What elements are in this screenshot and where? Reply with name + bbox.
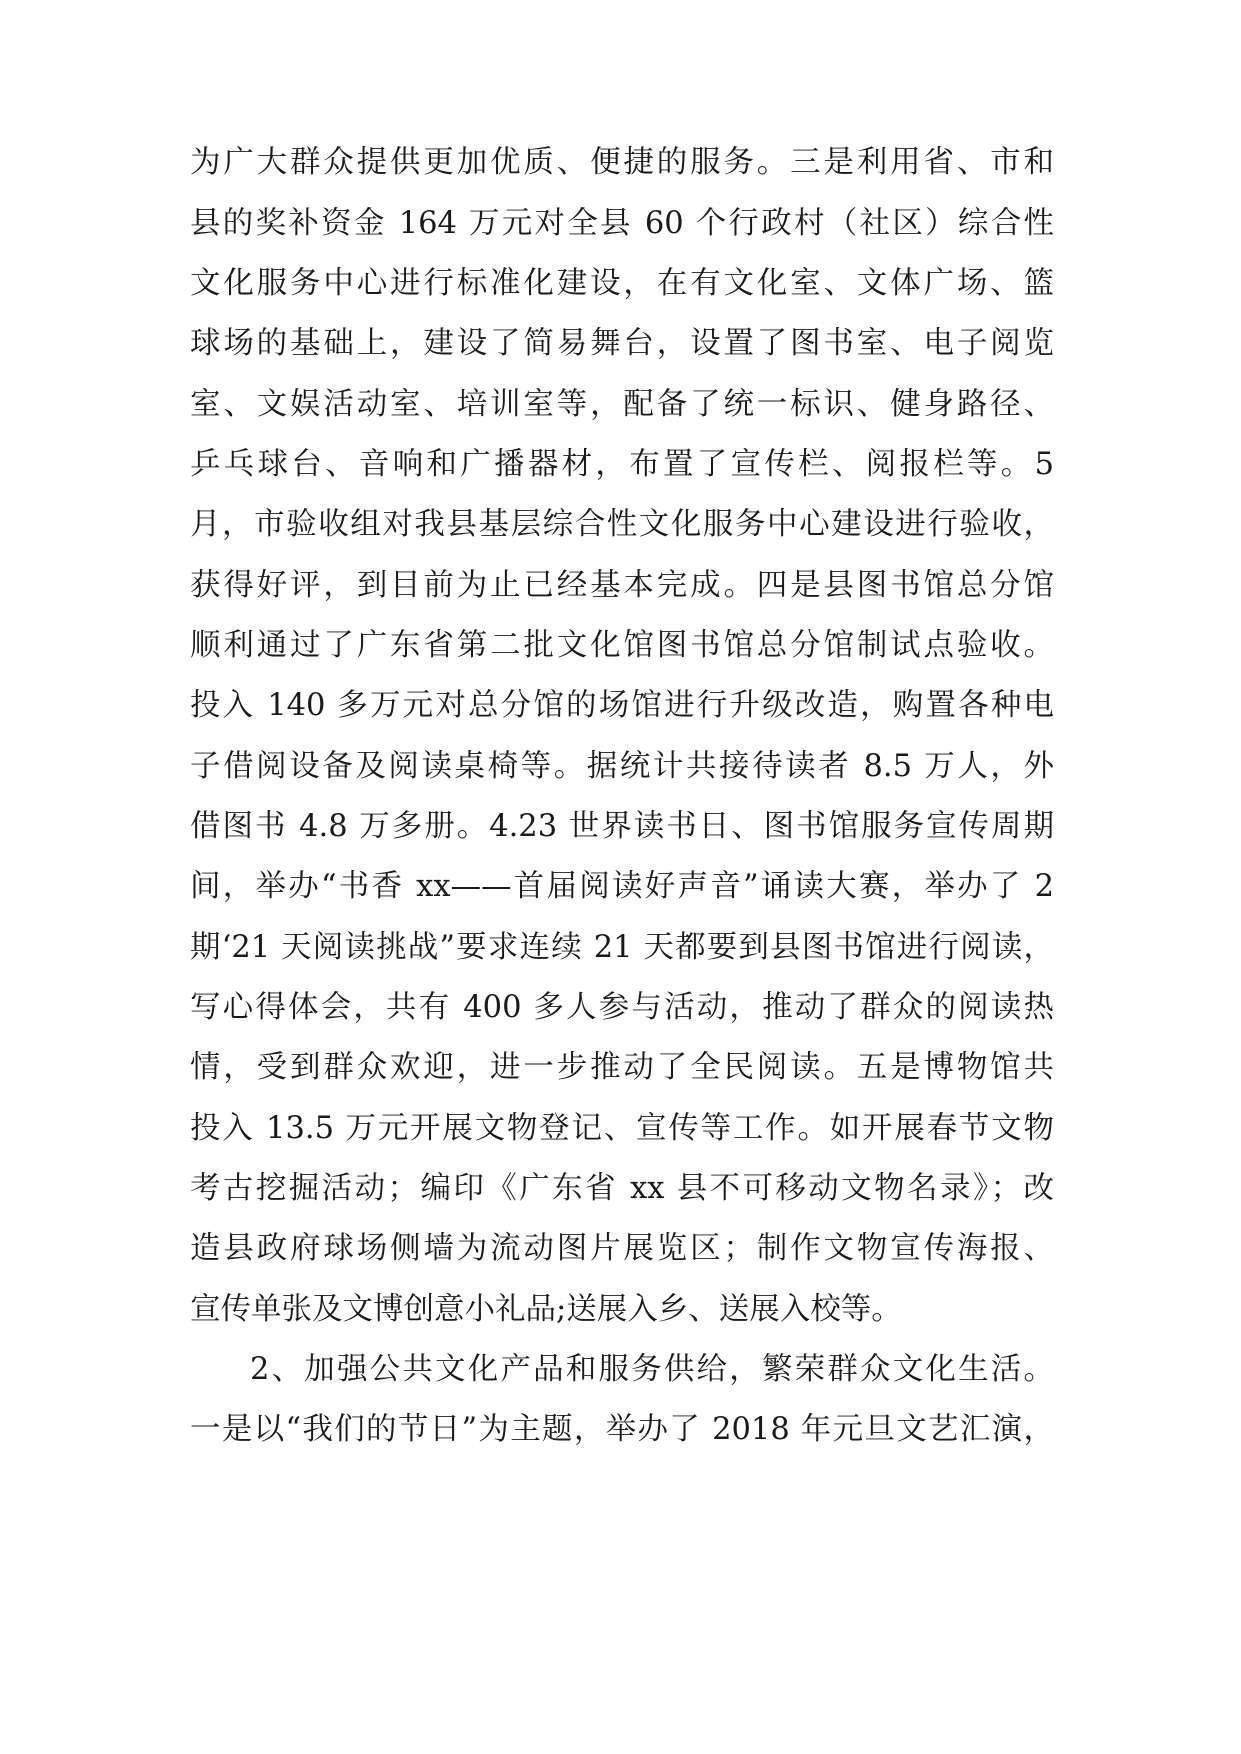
text-line: 子借阅设备及阅读桌椅等。据统计共接待读者 8.5 万人，外	[190, 749, 1054, 784]
text-line: 乒乓球台、音响和广播器材，布置了宣传栏、阅报栏等。5	[190, 447, 1054, 482]
paragraph-first-line: 2、加强公共文化产品和服务供给，繁荣群众文化生活。	[250, 1352, 1054, 1387]
text-line: 投入 140 多万元对总分馆的场馆进行升级改造，购置各种电	[190, 688, 1054, 723]
text-line: 一是以“我们的节日”为主题，举办了 2018 年元旦文艺汇演，	[190, 1412, 1054, 1447]
text-line: 宣传单张及文博创意小礼品;送展入乡、送展入校等。	[190, 1292, 902, 1327]
text-line: 借图书 4.8 万多册。4.23 世界读书日、图书馆服务宣传周期	[190, 809, 1054, 844]
text-line: 间，举办“书香 xx——首届阅读好声音”诵读大赛，举办了 2	[190, 869, 1054, 904]
text-line: 情，受到群众欢迎，进一步推动了全民阅读。五是博物馆共	[190, 1050, 1054, 1085]
text-line: 县的奖补资金 164 万元对全县 60 个行政村（社区）综合性	[190, 206, 1054, 241]
text-line: 投入 13.5 万元开展文物登记、宣传等工作。如开展春节文物	[190, 1111, 1054, 1146]
text-line: 造县政府球场侧墙为流动图片展览区；制作文物宣传海报、	[190, 1231, 1054, 1266]
text-line: 球场的基础上，建设了简易舞台，设置了图书室、电子阅览	[190, 326, 1054, 361]
text-line: 为广大群众提供更加优质、便捷的服务。三是利用省、市和	[190, 145, 1054, 180]
text-line: 期‘21 天阅读挑战”要求连续 21 天都要到县图书馆进行阅读，	[190, 930, 1054, 965]
text-line: 月，市验收组对我县基层综合性文化服务中心建设进行验收，	[190, 507, 1054, 542]
text-line: 写心得体会，共有 400 多人参与活动，推动了群众的阅读热	[190, 990, 1054, 1025]
text-line: 顺利通过了广东省第二批文化馆图书馆总分馆制试点验收。	[190, 628, 1054, 663]
text-line: 获得好评，到目前为止已经基本完成。四是县图书馆总分馆	[190, 568, 1054, 603]
text-line: 文化服务中心进行标准化建设，在有文化室、文体广场、篮	[190, 266, 1054, 301]
text-line: 考古挖掘活动；编印《广东省 xx 县不可移动文物名录》；改	[190, 1171, 1054, 1206]
text-line: 室、文娱活动室、培训室等，配备了统一标识、健身路径、	[190, 387, 1054, 422]
